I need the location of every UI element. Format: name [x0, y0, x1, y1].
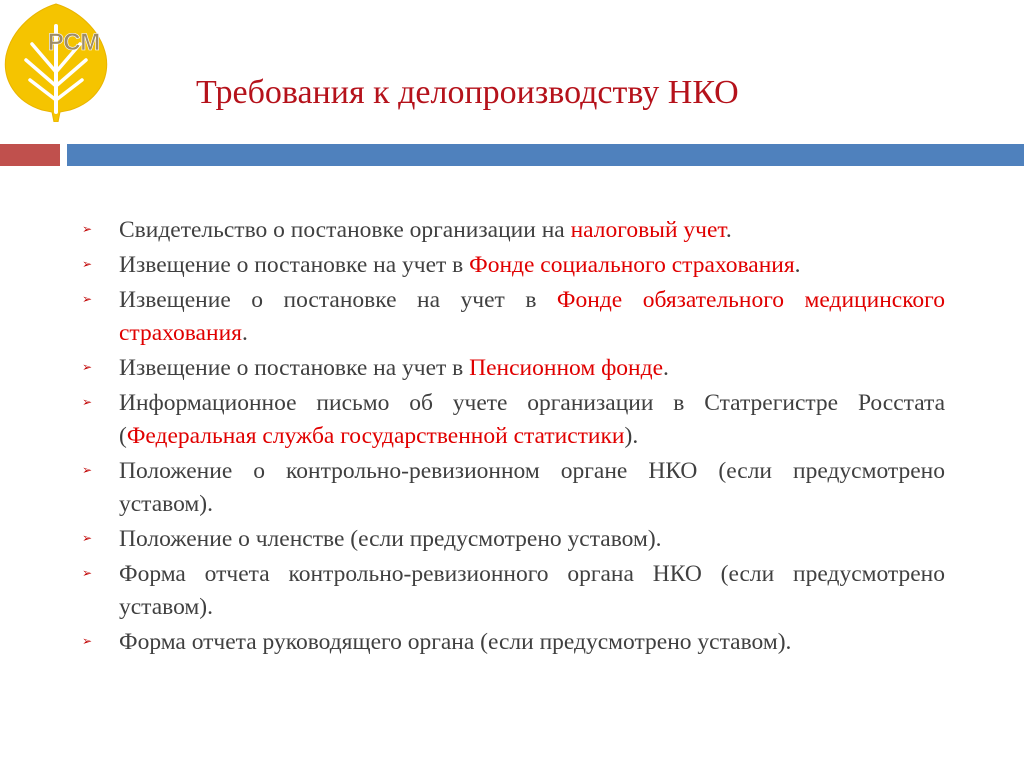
list-item-text	[119, 455, 945, 521]
plain-text: .	[663, 355, 669, 381]
list-item-text	[119, 387, 945, 453]
highlighted-text: Фонде обязательного медицинского страхования	[119, 287, 945, 346]
logo-text: РСМ	[47, 29, 101, 56]
bullet-arrow-icon: ➢	[82, 222, 93, 236]
rsm-logo	[0, 0, 112, 122]
highlighted-text: Федеральная служба государственной статистики	[126, 423, 625, 449]
bullet-arrow-icon: ➢	[82, 634, 93, 648]
bullet-arrow-icon: ➢	[82, 566, 93, 580]
list-item	[82, 558, 945, 624]
highlighted-text: Фонде социального страхования	[469, 252, 795, 278]
plain-text: Свидетельство о постановке организации на	[119, 217, 571, 243]
highlighted-text: налоговый учет	[570, 217, 726, 243]
bullet-arrow-icon: ➢	[82, 463, 93, 477]
plain-text: Извещение о постановке на учет в	[119, 252, 470, 278]
list-item-text	[119, 249, 945, 282]
plain-text: ).	[624, 423, 639, 449]
list-item	[82, 352, 945, 385]
bullet-arrow-icon: ➢	[82, 360, 93, 374]
plain-text: Извещение о постановке на учет в	[119, 287, 557, 313]
list-item	[82, 214, 945, 247]
plain-text: Форма отчета руководящего органа (если предусмотрено уставом).	[119, 629, 792, 655]
bullet-arrow-icon: ➢	[82, 395, 93, 409]
list-item	[82, 249, 945, 282]
plain-text: Положение о контрольно-ревизионном органе НКО (если предусмотрено уставом).	[119, 458, 945, 517]
slide-title: Требования к делопроизводству НКО	[196, 74, 739, 111]
plain-text: .	[725, 217, 732, 243]
list-item-text	[119, 284, 945, 350]
list-item-text	[119, 626, 945, 659]
highlighted-text: Пенсионном фонде	[469, 355, 664, 381]
plain-text: Форма отчета контрольно-ревизионного органа НКО (если предусмотрено уставом).	[119, 561, 945, 620]
list-item	[82, 284, 945, 350]
bullet-arrow-icon: ➢	[82, 292, 93, 306]
bullet-arrow-icon: ➢	[82, 531, 93, 545]
plain-text: .	[794, 252, 801, 278]
list-item-text	[119, 523, 945, 556]
plain-text: Извещение о постановке на учет в	[119, 355, 470, 381]
bullet-arrow-icon: ➢	[82, 257, 93, 271]
plain-text: Положение о членстве (если предусмотрено уставом).	[119, 526, 662, 552]
list-item	[82, 523, 945, 556]
requirements-list	[82, 214, 945, 661]
list-item-text	[119, 352, 945, 385]
plain-text: .	[241, 320, 248, 346]
list-item-text	[119, 558, 945, 624]
list-item-text	[119, 214, 945, 247]
plain-text: Информационное письмо об учете организации в Статрегистре Росстата (	[119, 390, 945, 449]
list-item	[82, 387, 945, 453]
accent-bar-red	[0, 144, 60, 166]
accent-bar-blue	[67, 144, 1024, 166]
list-item	[82, 626, 945, 659]
list-item	[82, 455, 945, 521]
